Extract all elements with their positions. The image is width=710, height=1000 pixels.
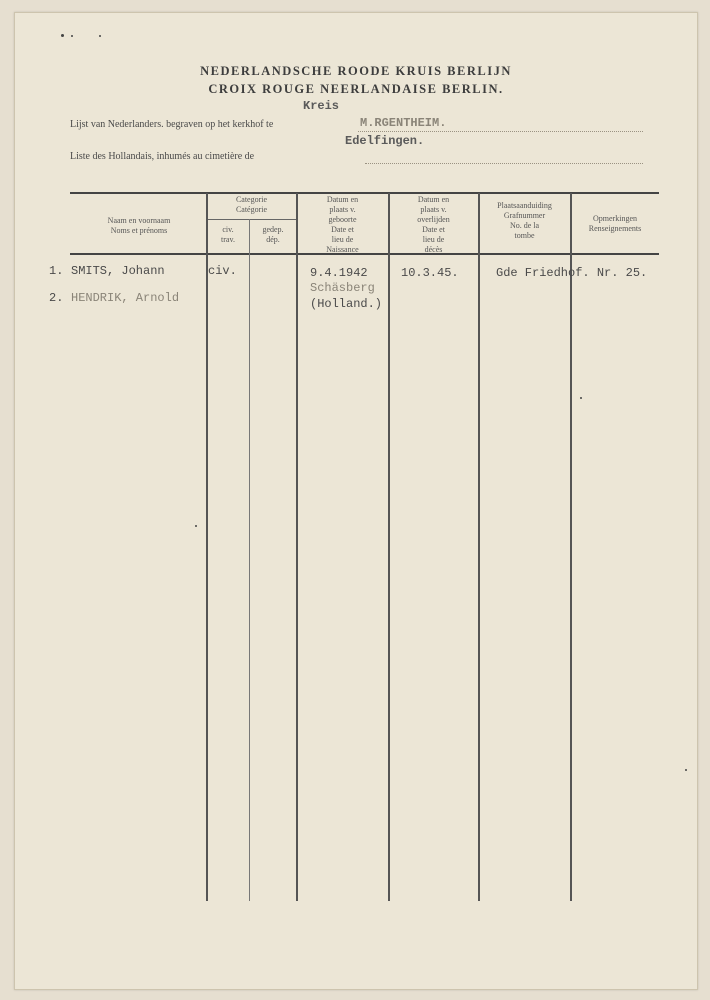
list-heading-french: Liste des Hollandais, inhumés au cimetière de <box>70 151 255 162</box>
row-1-birth-place: Schäsberg <box>310 281 375 295</box>
kreis-value: M.RGENTHEIM. <box>360 116 447 130</box>
speck <box>61 34 64 37</box>
kreis-label: Kreis <box>303 99 340 113</box>
row-1-death-date: 10.3.45. <box>401 266 459 280</box>
row-1-category: civ. <box>208 264 237 278</box>
column-header-birth: Datum en plaats v. geboorte Date et lieu de Naissance <box>326 195 359 254</box>
column-divider <box>296 193 298 901</box>
column-divider <box>206 193 208 901</box>
list-heading-dutch: Lijst van Nederlanders. begraven op het kerkhof te <box>70 119 274 130</box>
column-header-category: Categorie Catégorie <box>235 195 268 214</box>
column-divider <box>478 193 480 901</box>
cemetery-dotted-line <box>358 131 643 132</box>
speck <box>71 35 73 37</box>
speck <box>580 397 582 399</box>
column-divider <box>388 193 390 901</box>
column-divider <box>249 219 250 901</box>
row-2-name: HENDRIK, Arnold <box>71 291 180 305</box>
column-header-grave: Plaatsaanduiding Grafnummer No. de la tombe <box>497 201 552 240</box>
speck <box>99 35 101 37</box>
row-1-number: 1. <box>49 264 64 278</box>
row-1-birth-date: 9.4.1942 <box>310 266 368 280</box>
row-1-grave: Gde Friedhof. Nr. 25. <box>496 266 648 280</box>
cemetery-dotted-line-french <box>365 163 643 164</box>
speck <box>195 525 197 527</box>
column-header-death: Datum en plaats v. overlijden Date et lieu de décès <box>417 195 450 254</box>
row-1-name: SMITS, Johann <box>71 264 165 278</box>
document-sheet <box>14 12 698 990</box>
column-divider <box>570 193 572 901</box>
category-sub-rule <box>206 219 296 220</box>
column-header-civ: civ. trav. <box>221 225 235 244</box>
speck <box>685 769 687 771</box>
row-2-number: 2. <box>49 291 64 305</box>
column-header-gedep: gedep. dép. <box>262 225 284 244</box>
column-header-remarks: Opmerkingen Renseignements <box>588 214 642 233</box>
organization-name-french: CROIX ROUGE NEERLANDAISE BERLIN. <box>208 82 504 96</box>
cemetery-value: Edelfingen. <box>345 134 425 148</box>
column-header-name: Naam en voornaam Noms et prénoms <box>107 216 171 235</box>
organization-name-dutch: NEDERLANDSCHE ROODE KRUIS BERLIJN <box>200 64 512 78</box>
row-1-birth-country: (Holland.) <box>310 297 383 311</box>
